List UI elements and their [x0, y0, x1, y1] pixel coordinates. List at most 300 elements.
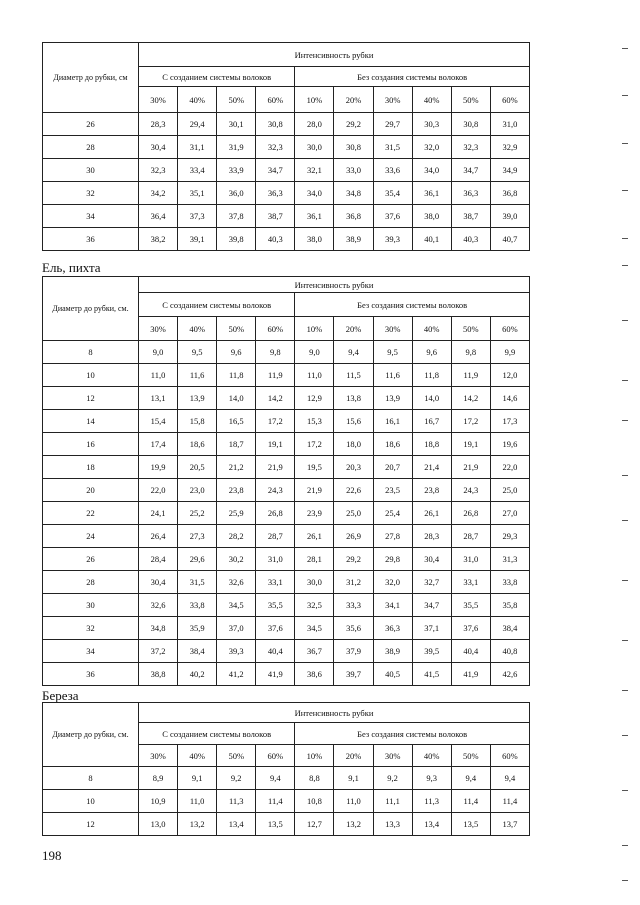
value-cell: 39,7 [334, 663, 373, 686]
value-cell: 28,7 [256, 525, 295, 548]
pct-header: 60% [490, 87, 529, 113]
value-cell: 27,8 [373, 525, 412, 548]
value-cell: 38,0 [295, 228, 334, 251]
value-cell: 36,3 [451, 182, 490, 205]
value-cell: 9,4 [256, 767, 295, 790]
value-cell: 12,7 [295, 813, 334, 836]
value-cell: 33,8 [490, 571, 529, 594]
value-cell: 29,8 [373, 548, 412, 571]
value-cell: 40,2 [178, 663, 217, 686]
value-cell: 15,8 [178, 410, 217, 433]
value-cell: 19,6 [490, 433, 529, 456]
value-cell: 13,3 [373, 813, 412, 836]
value-cell: 30,1 [217, 113, 256, 136]
pct-header: 60% [256, 87, 295, 113]
value-cell: 37,6 [256, 617, 295, 640]
value-cell: 17,2 [256, 410, 295, 433]
value-cell: 38,8 [139, 663, 178, 686]
value-cell: 8,9 [139, 767, 178, 790]
value-cell: 23,8 [412, 479, 451, 502]
value-cell: 23,8 [217, 479, 256, 502]
value-cell: 31,3 [490, 548, 529, 571]
value-cell: 19,1 [256, 433, 295, 456]
value-cell: 36,3 [256, 182, 295, 205]
diameter-cell: 24 [43, 525, 139, 548]
value-cell: 16,7 [412, 410, 451, 433]
pct-header: 30% [373, 87, 412, 113]
value-cell: 30,4 [139, 136, 178, 159]
value-cell: 40,1 [412, 228, 451, 251]
value-cell: 26,4 [139, 525, 178, 548]
value-cell: 30,0 [295, 136, 334, 159]
value-cell: 29,4 [178, 113, 217, 136]
value-cell: 16,1 [373, 410, 412, 433]
value-cell: 31,1 [178, 136, 217, 159]
pct-header: 50% [451, 317, 490, 341]
diameter-cell: 30 [43, 159, 139, 182]
pct-header: 20% [334, 317, 373, 341]
value-cell: 18,6 [373, 433, 412, 456]
value-cell: 34,7 [256, 159, 295, 182]
value-cell: 13,4 [412, 813, 451, 836]
value-cell: 38,2 [139, 228, 178, 251]
value-cell: 9,0 [139, 341, 178, 364]
table-row [43, 479, 530, 502]
intensity-header: Интенсивность рубки [139, 43, 530, 67]
value-cell: 34,2 [139, 182, 178, 205]
value-cell: 27,3 [178, 525, 217, 548]
table-row [43, 663, 530, 686]
value-cell: 11,6 [178, 364, 217, 387]
value-cell: 38,0 [412, 205, 451, 228]
value-cell: 8,8 [295, 767, 334, 790]
table-row [43, 228, 530, 251]
diameter-cell: 14 [43, 410, 139, 433]
table-row [43, 456, 530, 479]
diameter-cell: 12 [43, 387, 139, 410]
pct-header: 30% [373, 745, 412, 767]
table-row [43, 387, 530, 410]
value-cell: 26,1 [295, 525, 334, 548]
value-cell: 35,5 [256, 594, 295, 617]
value-cell: 37,1 [412, 617, 451, 640]
value-cell: 40,5 [373, 663, 412, 686]
value-cell: 11,0 [334, 790, 373, 813]
value-cell: 10,8 [295, 790, 334, 813]
table-row [43, 640, 530, 663]
value-cell: 28,0 [295, 113, 334, 136]
value-cell: 14,2 [451, 387, 490, 410]
table-row [43, 571, 530, 594]
pct-header: 60% [256, 745, 295, 767]
value-cell: 38,4 [178, 640, 217, 663]
value-cell: 40,3 [256, 228, 295, 251]
value-cell: 27,0 [490, 502, 529, 525]
value-cell: 32,0 [373, 571, 412, 594]
pct-header: 40% [412, 745, 451, 767]
value-cell: 28,2 [217, 525, 256, 548]
value-cell: 39,8 [217, 228, 256, 251]
value-cell: 38,9 [334, 228, 373, 251]
value-cell: 33,3 [334, 594, 373, 617]
value-cell: 11,9 [451, 364, 490, 387]
value-cell: 25,9 [217, 502, 256, 525]
value-cell: 29,6 [178, 548, 217, 571]
diameter-cell: 18 [43, 456, 139, 479]
value-cell: 34,5 [217, 594, 256, 617]
value-cell: 9,8 [256, 341, 295, 364]
pct-header: 50% [217, 745, 256, 767]
value-cell: 9,1 [178, 767, 217, 790]
table-row [43, 525, 530, 548]
value-cell: 29,7 [373, 113, 412, 136]
value-cell: 33,1 [256, 571, 295, 594]
value-cell: 21,9 [451, 456, 490, 479]
without-roads-header: Без создания системы волоков [295, 293, 530, 317]
pct-header: 30% [373, 317, 412, 341]
value-cell: 13,7 [490, 813, 529, 836]
value-cell: 11,0 [295, 364, 334, 387]
table-row [43, 548, 530, 571]
table-row [43, 159, 530, 182]
value-cell: 38,9 [373, 640, 412, 663]
pct-header: 50% [217, 317, 256, 341]
value-cell: 40,8 [490, 640, 529, 663]
value-cell: 9,6 [412, 341, 451, 364]
value-cell: 11,4 [256, 790, 295, 813]
diameter-cell: 34 [43, 640, 139, 663]
table-row [43, 364, 530, 387]
pct-header: 30% [139, 317, 178, 341]
value-cell: 33,6 [373, 159, 412, 182]
diameter-header: Диаметр до рубки, см [43, 43, 139, 113]
table-body [43, 703, 530, 836]
value-cell: 30,4 [412, 548, 451, 571]
value-cell: 37,0 [217, 617, 256, 640]
value-cell: 37,3 [178, 205, 217, 228]
value-cell: 20,5 [178, 456, 217, 479]
value-cell: 11,3 [412, 790, 451, 813]
value-cell: 30,2 [217, 548, 256, 571]
value-cell: 29,2 [334, 113, 373, 136]
value-cell: 12,0 [490, 364, 529, 387]
value-cell: 37,6 [373, 205, 412, 228]
value-cell: 21,9 [256, 456, 295, 479]
value-cell: 36,0 [217, 182, 256, 205]
without-roads-header: Без создания системы волоков [295, 67, 530, 87]
value-cell: 20,7 [373, 456, 412, 479]
pct-header: 50% [451, 745, 490, 767]
value-cell: 11,4 [451, 790, 490, 813]
value-cell: 33,0 [334, 159, 373, 182]
diameter-cell: 16 [43, 433, 139, 456]
table-body [43, 277, 530, 686]
table-row [43, 205, 530, 228]
value-cell: 24,3 [256, 479, 295, 502]
pct-header: 60% [256, 317, 295, 341]
value-cell: 33,9 [217, 159, 256, 182]
value-cell: 10,9 [139, 790, 178, 813]
pct-header: 20% [334, 745, 373, 767]
value-cell: 25,0 [334, 502, 373, 525]
value-cell: 34,1 [373, 594, 412, 617]
value-cell: 28,3 [412, 525, 451, 548]
section-title-birch: Береза [42, 688, 79, 703]
value-cell: 9,5 [373, 341, 412, 364]
value-cell: 31,0 [451, 548, 490, 571]
value-cell: 35,4 [373, 182, 412, 205]
diameter-cell: 32 [43, 182, 139, 205]
diameter-cell: 28 [43, 136, 139, 159]
value-cell: 35,6 [334, 617, 373, 640]
value-cell: 37,9 [334, 640, 373, 663]
value-cell: 19,1 [451, 433, 490, 456]
value-cell: 11,0 [178, 790, 217, 813]
value-cell: 31,9 [217, 136, 256, 159]
value-cell: 22,0 [139, 479, 178, 502]
value-cell: 36,1 [412, 182, 451, 205]
value-cell: 9,4 [490, 767, 529, 790]
value-cell: 42,6 [490, 663, 529, 686]
value-cell: 35,8 [490, 594, 529, 617]
table-row [43, 182, 530, 205]
value-cell: 35,1 [178, 182, 217, 205]
value-cell: 25,2 [178, 502, 217, 525]
value-cell: 40,3 [451, 228, 490, 251]
with-roads-header: С созданием системы волоков [139, 293, 295, 317]
value-cell: 32,7 [412, 571, 451, 594]
value-cell: 11,9 [256, 364, 295, 387]
value-cell: 13,2 [334, 813, 373, 836]
value-cell: 40,4 [451, 640, 490, 663]
with-roads-header: С созданием системы волоков [139, 67, 295, 87]
value-cell: 32,3 [256, 136, 295, 159]
value-cell: 23,5 [373, 479, 412, 502]
value-cell: 13,5 [451, 813, 490, 836]
value-cell: 37,6 [451, 617, 490, 640]
value-cell: 28,3 [139, 113, 178, 136]
value-cell: 36,1 [295, 205, 334, 228]
value-cell: 13,5 [256, 813, 295, 836]
header-row [43, 277, 530, 293]
value-cell: 26,8 [451, 502, 490, 525]
pct-header: 20% [334, 87, 373, 113]
value-cell: 28,1 [295, 548, 334, 571]
value-cell: 39,1 [178, 228, 217, 251]
value-cell: 39,0 [490, 205, 529, 228]
value-cell: 13,8 [334, 387, 373, 410]
value-cell: 36,3 [373, 617, 412, 640]
value-cell: 36,7 [295, 640, 334, 663]
table-birch [42, 702, 530, 836]
value-cell: 31,5 [178, 571, 217, 594]
value-cell: 25,0 [490, 479, 529, 502]
value-cell: 18,6 [178, 433, 217, 456]
section-title-spruce-fir: Ель, пихта [42, 260, 101, 275]
value-cell: 13,9 [373, 387, 412, 410]
value-cell: 9,2 [373, 767, 412, 790]
value-cell: 26,9 [334, 525, 373, 548]
diameter-cell: 28 [43, 571, 139, 594]
table-row [43, 341, 530, 364]
value-cell: 32,5 [295, 594, 334, 617]
pct-header: 10% [295, 87, 334, 113]
diameter-cell: 36 [43, 228, 139, 251]
value-cell: 11,8 [412, 364, 451, 387]
table-row [43, 790, 530, 813]
value-cell: 37,8 [217, 205, 256, 228]
value-cell: 24,1 [139, 502, 178, 525]
value-cell: 16,5 [217, 410, 256, 433]
diameter-cell: 34 [43, 205, 139, 228]
value-cell: 29,2 [334, 548, 373, 571]
pct-header: 40% [178, 87, 217, 113]
header-row [43, 703, 530, 723]
value-cell: 23,9 [295, 502, 334, 525]
value-cell: 32,6 [139, 594, 178, 617]
value-cell: 41,2 [217, 663, 256, 686]
value-cell: 9,9 [490, 341, 529, 364]
value-cell: 30,0 [295, 571, 334, 594]
value-cell: 9,6 [217, 341, 256, 364]
value-cell: 30,8 [256, 113, 295, 136]
table-row [43, 433, 530, 456]
table-row [43, 502, 530, 525]
pct-header: 40% [412, 317, 451, 341]
pct-header: 50% [217, 87, 256, 113]
value-cell: 38,7 [256, 205, 295, 228]
value-cell: 17,3 [490, 410, 529, 433]
page-number: 198 [42, 848, 62, 863]
pct-header: 40% [178, 317, 217, 341]
value-cell: 34,7 [451, 159, 490, 182]
table-spruce-fir [42, 276, 530, 686]
table-row [43, 767, 530, 790]
value-cell: 32,0 [412, 136, 451, 159]
table-row [43, 113, 530, 136]
value-cell: 34,0 [295, 182, 334, 205]
value-cell: 18,8 [412, 433, 451, 456]
pct-header: 60% [490, 317, 529, 341]
value-cell: 38,6 [295, 663, 334, 686]
value-cell: 36,4 [139, 205, 178, 228]
value-cell: 32,3 [451, 136, 490, 159]
value-cell: 9,8 [451, 341, 490, 364]
value-cell: 15,3 [295, 410, 334, 433]
intensity-header: Интенсивность рубки [139, 277, 530, 293]
value-cell: 11,5 [334, 364, 373, 387]
value-cell: 26,8 [256, 502, 295, 525]
value-cell: 11,8 [217, 364, 256, 387]
diameter-header: Диаметр до рубки, см. [43, 277, 139, 341]
diameter-cell: 32 [43, 617, 139, 640]
value-cell: 32,3 [139, 159, 178, 182]
value-cell: 19,9 [139, 456, 178, 479]
value-cell: 18,0 [334, 433, 373, 456]
pct-header: 40% [178, 745, 217, 767]
value-cell: 19,5 [295, 456, 334, 479]
value-cell: 12,9 [295, 387, 334, 410]
diameter-cell: 26 [43, 113, 139, 136]
diameter-cell: 8 [43, 767, 139, 790]
value-cell: 22,0 [490, 456, 529, 479]
value-cell: 11,4 [490, 790, 529, 813]
pct-header: 10% [295, 317, 334, 341]
table-row [43, 617, 530, 640]
value-cell: 13,4 [217, 813, 256, 836]
value-cell: 15,6 [334, 410, 373, 433]
pct-header: 30% [139, 87, 178, 113]
value-cell: 9,1 [334, 767, 373, 790]
value-cell: 41,9 [256, 663, 295, 686]
value-cell: 30,8 [334, 136, 373, 159]
pct-header: 10% [295, 745, 334, 767]
value-cell: 34,8 [139, 617, 178, 640]
value-cell: 32,1 [295, 159, 334, 182]
value-cell: 14,0 [412, 387, 451, 410]
value-cell: 9,2 [217, 767, 256, 790]
diameter-cell: 8 [43, 341, 139, 364]
diameter-cell: 12 [43, 813, 139, 836]
value-cell: 39,5 [412, 640, 451, 663]
value-cell: 22,6 [334, 479, 373, 502]
value-cell: 21,9 [295, 479, 334, 502]
table-row [43, 594, 530, 617]
value-cell: 14,2 [256, 387, 295, 410]
table-unspecified-species [42, 42, 530, 251]
value-cell: 25,4 [373, 502, 412, 525]
pct-header: 40% [412, 87, 451, 113]
diameter-cell: 30 [43, 594, 139, 617]
diameter-cell: 20 [43, 479, 139, 502]
value-cell: 26,1 [412, 502, 451, 525]
value-cell: 39,3 [217, 640, 256, 663]
value-cell: 9,4 [451, 767, 490, 790]
value-cell: 31,0 [490, 113, 529, 136]
value-cell: 28,7 [451, 525, 490, 548]
pct-header: 50% [451, 87, 490, 113]
diameter-cell: 10 [43, 364, 139, 387]
value-cell: 31,2 [334, 571, 373, 594]
value-cell: 13,2 [178, 813, 217, 836]
value-cell: 21,2 [217, 456, 256, 479]
value-cell: 11,6 [373, 364, 412, 387]
value-cell: 33,8 [178, 594, 217, 617]
value-cell: 41,9 [451, 663, 490, 686]
table-row [43, 813, 530, 836]
value-cell: 31,5 [373, 136, 412, 159]
value-cell: 21,4 [412, 456, 451, 479]
value-cell: 33,4 [178, 159, 217, 182]
table-row [43, 136, 530, 159]
value-cell: 34,5 [295, 617, 334, 640]
value-cell: 17,2 [451, 410, 490, 433]
value-cell: 29,3 [490, 525, 529, 548]
value-cell: 36,8 [334, 205, 373, 228]
value-cell: 11,0 [139, 364, 178, 387]
value-cell: 40,7 [490, 228, 529, 251]
value-cell: 11,1 [373, 790, 412, 813]
value-cell: 17,4 [139, 433, 178, 456]
value-cell: 14,0 [217, 387, 256, 410]
value-cell: 9,4 [334, 341, 373, 364]
diameter-header: Диаметр до рубки, см. [43, 703, 139, 767]
value-cell: 35,5 [451, 594, 490, 617]
scan-edge-marks [616, 0, 636, 905]
value-cell: 41,5 [412, 663, 451, 686]
value-cell: 20,3 [334, 456, 373, 479]
diameter-cell: 10 [43, 790, 139, 813]
